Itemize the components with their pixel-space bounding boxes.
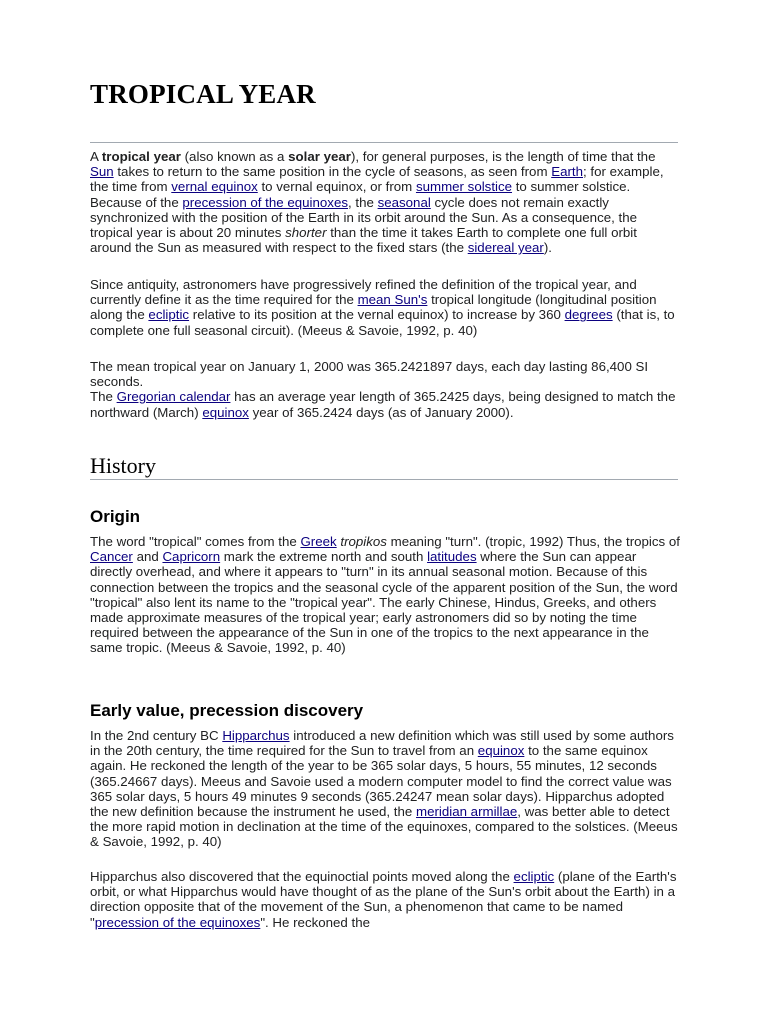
early2-text-3: ". He reckoned the <box>260 914 371 930</box>
definition-paragraph <box>90 277 682 338</box>
link-equinox-2[interactable]: equinox <box>477 743 525 759</box>
early-value-heading: Early value, precession discovery <box>90 701 364 720</box>
def-text-2: tropical longitude (longitudinal position along the <box>90 292 657 323</box>
link-latitudes[interactable]: latitudes <box>427 549 477 565</box>
link-capricorn[interactable]: Capricorn <box>162 549 221 565</box>
history-heading: History <box>90 453 156 478</box>
link-ecliptic[interactable]: ecliptic <box>148 307 190 323</box>
lead-text-2: (also known as a <box>180 149 289 164</box>
link-hipparchus[interactable]: Hipparchus <box>222 728 290 743</box>
origin-text-3: meaning "turn". (tropic, 1992) Thus, the tropics of <box>386 534 680 549</box>
lead-text-1: A <box>90 149 102 164</box>
early1-text-4: , was better able to detect the more rapid motion in declination at the time of the equinoxes, compared to the solstices. (Meeus & Savoie, 1992, p. 40) <box>90 804 678 850</box>
origin-heading: Origin <box>90 507 141 526</box>
history-divider <box>90 479 678 480</box>
early1-text-3: to the same equinox again. He reckoned the length of the year to be 365 solar days, 5 hours, 55 minutes, 12 seconds (365.24667 days). Meeus and Savoie used a modern computer model to find the correct value was 365 solar days, 5 hours 49 minutes 9 seconds (365.24247 mean solar days). Hipparchus adopted the new definition because the instrument he used, the <box>90 743 672 820</box>
link-seasonal[interactable]: seasonal <box>377 194 431 210</box>
mean-text-3: has an average year length of 365.2425 days, being designed to match the northward (March) <box>90 389 676 420</box>
origin-italic-tropikos: tropikos <box>340 534 387 549</box>
mean-text-1: The mean tropical year on January 1, 2000 was 365.2421897 days, each day lasting 86,400 SI seconds. <box>90 359 649 390</box>
precession-paragraph <box>90 869 682 930</box>
early2-text-2: (plane of the Earth's orbit, or what Hipparchus would have thought of as the plane of the Sun's orbit about the Earth) in a direction opposite that of the movement of the Sun, a phenomenon that came to be named " <box>90 869 677 930</box>
link-ecliptic-2[interactable]: ecliptic <box>513 869 555 884</box>
link-sun[interactable]: Sun <box>90 164 114 180</box>
link-summer-solstice[interactable]: summer solstice <box>415 179 513 195</box>
lead-text-5: ; for example, the time from <box>90 164 664 195</box>
link-sidereal-year[interactable]: sidereal year <box>467 240 544 256</box>
link-meridian-armillae[interactable]: meridian armillae <box>416 804 518 820</box>
link-vernal-equinox[interactable]: vernal equinox <box>171 179 258 195</box>
mean-year-paragraph <box>90 359 682 420</box>
link-earth[interactable]: Earth <box>551 164 584 180</box>
lead-text-8: , the <box>348 194 378 210</box>
link-degrees[interactable]: degrees <box>564 307 613 323</box>
def-text-3: relative to its position at the vernal equinox) to increase by 360 <box>189 307 565 323</box>
lead-text-11: ). <box>543 240 552 256</box>
lead-bold-solar-year: solar year <box>288 149 351 164</box>
def-text-1: Since antiquity, astronomers have progressively refined the definition of the tropical year, and currently define it as the time required for the <box>90 277 637 308</box>
origin-text-5: mark the extreme north and south <box>220 549 428 565</box>
lead-bold-tropical-year: tropical year <box>101 149 181 164</box>
early1-text-2: introduced a new definition which was still used by some authors in the 20th century, the time required for the Sun to travel from an <box>90 728 674 759</box>
lead-italic-shorter: shorter <box>285 225 327 241</box>
lead-text-10: than the time it takes Earth to complete one full orbit around the Sun as measured with respect to the fixed stars (the <box>90 225 637 256</box>
origin-text-6: where the Sun can appear directly overhead, and where it appears to "turn" in its annual seasonal motion. Because of this connection between the tropics and the seasonal cycle of the apparent position of the Sun, the word "tropical" also lent its name to the "tropical year". The early Chinese, Hindus, Greeks, and others made approximate measures of the tropical year; early astronomers did so by noting the time required between the appearance of the Sun in one of the tropics to the next appearance in the same tropic. (Meeus & Savoie, 1992, p. 40) <box>90 549 678 656</box>
lead-paragraph <box>90 149 682 255</box>
hipparchus-paragraph <box>90 728 682 850</box>
lead-text-9: cycle does not remain exactly synchronized with the position of the Earth in its orbit around the Sun. As a consequence, the tropical year is about 20 minutes <box>90 194 637 241</box>
lead-text-6: to vernal equinox, or from <box>257 179 416 195</box>
lead-text-4: takes to return to the same position in the cycle of seasons, as seen from <box>113 164 552 180</box>
link-mean-suns[interactable]: mean Sun's <box>357 292 428 308</box>
link-gregorian-calendar[interactable]: Gregorian calendar <box>116 389 231 405</box>
origin-paragraph <box>90 534 682 656</box>
lead-text-7: to summer solstice. Because of the <box>90 179 631 210</box>
def-text-4: (that is, to complete one full seasonal circuit). (Meeus & Savoie, 1992, p. 40) <box>90 307 675 338</box>
page-title: TROPICAL YEAR <box>90 79 316 109</box>
link-equinox[interactable]: equinox <box>202 404 249 420</box>
link-precession-of-the-equinoxes-2[interactable]: precession of the equinoxes <box>94 914 261 930</box>
origin-text-1: The word "tropical" comes from the <box>90 534 301 549</box>
link-precession-of-the-equinoxes[interactable]: precession of the equinoxes <box>182 194 348 210</box>
early2-text-1: Hipparchus also discovered that the equinoctial points moved along the <box>90 869 514 884</box>
origin-text-4: and <box>132 549 163 565</box>
title-divider <box>90 142 678 143</box>
link-cancer[interactable]: Cancer <box>90 549 133 565</box>
mean-text-2: The <box>90 389 117 405</box>
link-greek[interactable]: Greek <box>300 534 337 549</box>
lead-text-3: ), for general purposes, is the length of time that the <box>350 149 656 164</box>
mean-text-4: year of 365.2424 days (as of January 2000). <box>248 404 514 420</box>
early1-text-1: In the 2nd century BC <box>90 728 223 743</box>
